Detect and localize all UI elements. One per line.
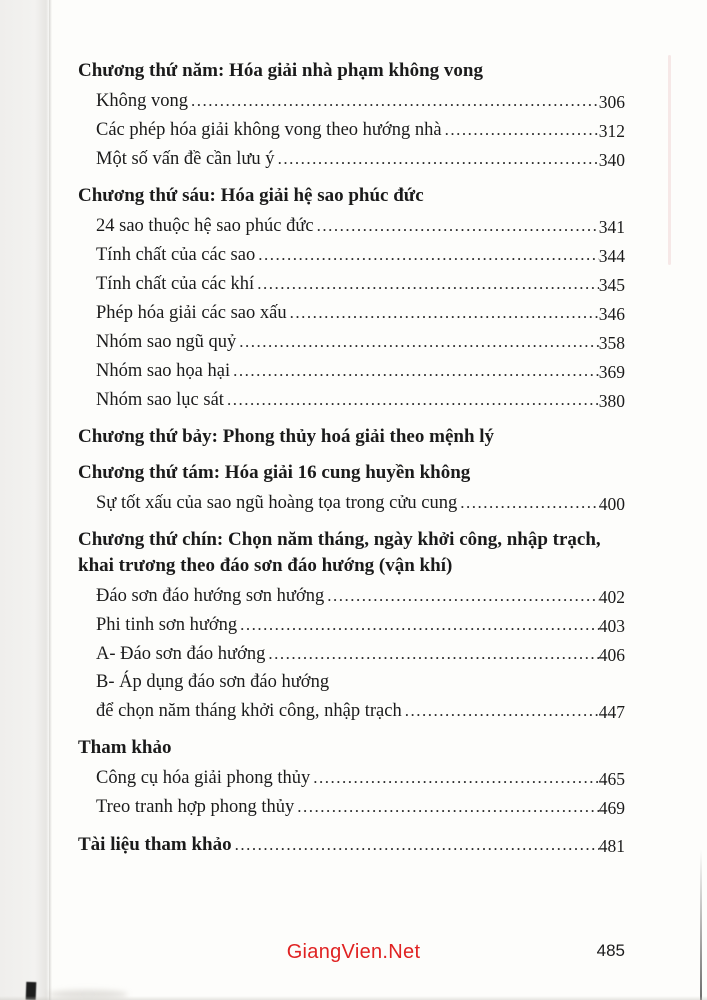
scan-left-seam	[49, 0, 52, 1000]
toc-line	[96, 668, 625, 696]
toc-line	[96, 327, 625, 356]
toc-entry	[78, 327, 625, 356]
toc-line	[96, 211, 625, 240]
page-ref: 400	[598, 494, 625, 514]
page-ref: 358	[598, 333, 625, 353]
page-ref: 380	[598, 391, 625, 411]
scan-pink-streak	[668, 55, 671, 265]
toc-text: Công cụ hóa giải phong thủy	[96, 768, 311, 788]
toc-line	[78, 735, 625, 761]
toc-entry	[78, 385, 625, 414]
toc-text: Tính chất của các sao	[96, 245, 256, 265]
toc-list	[78, 48, 625, 860]
dot-leader	[327, 582, 599, 610]
toc-line	[96, 696, 625, 725]
toc-text: Nhóm sao lục sát	[96, 390, 224, 410]
toc-entry	[78, 639, 625, 668]
dot-leader	[445, 116, 599, 144]
dot-leader	[257, 270, 599, 298]
toc-text: A- Đáo sơn đáo hướng	[96, 644, 266, 664]
toc-text: Tính chất của các khí	[96, 274, 255, 294]
toc-entry	[78, 298, 625, 327]
dot-leader	[313, 764, 598, 792]
dot-leader	[258, 241, 599, 269]
toc-line	[78, 460, 625, 486]
scan-right-edge-line	[700, 850, 702, 1000]
toc-line	[96, 269, 625, 298]
toc-text: Chương thứ chín: Chọn năm tháng, ngày khởi công, nhập trạch,	[78, 529, 601, 550]
dot-leader	[227, 386, 599, 414]
dot-leader	[290, 299, 599, 327]
toc-line	[78, 58, 625, 84]
toc-line	[96, 144, 625, 173]
page-ref: 469	[598, 798, 625, 818]
toc-line	[96, 610, 625, 639]
page-ref: 344	[598, 246, 625, 266]
toc-chapter	[78, 527, 625, 579]
toc-text: Phi tinh sơn hướng	[96, 615, 238, 635]
toc-text: Chương thứ tám: Hóa giải 16 cung huyền không	[78, 462, 471, 483]
dot-leader	[268, 640, 598, 668]
toc-text: Tài liệu tham khảo	[78, 834, 232, 855]
page-ref: 403	[598, 616, 625, 636]
dot-leader	[233, 357, 599, 385]
dot-leader	[235, 832, 599, 858]
toc-entry	[78, 581, 625, 610]
toc-line	[96, 792, 625, 821]
dot-leader	[239, 328, 598, 356]
toc-entry	[78, 211, 625, 240]
toc-line	[96, 298, 625, 327]
toc-line	[78, 183, 625, 209]
toc-entry	[78, 356, 625, 385]
toc-text: 24 sao thuộc hệ sao phúc đức	[96, 216, 314, 236]
toc-line	[96, 86, 625, 115]
dot-leader	[191, 87, 599, 115]
toc-line	[96, 488, 625, 517]
page-ref: 306	[598, 92, 625, 112]
toc-entry	[78, 610, 625, 639]
toc-text: B- Áp dụng đáo sơn đáo hướng	[96, 672, 330, 692]
toc-chapter	[78, 831, 625, 858]
page-ref: 340	[598, 150, 625, 170]
toc-text: Đáo sơn đáo hướng sơn hướng	[96, 586, 325, 606]
page-ref: 346	[598, 304, 625, 324]
toc-line	[78, 553, 625, 579]
toc-entry	[78, 240, 625, 269]
toc-line	[96, 240, 625, 269]
toc-chapter	[78, 460, 625, 486]
page-ref: 341	[598, 217, 625, 237]
toc-text: Các phép hóa giải không vong theo hướng nhà	[96, 120, 442, 140]
toc-text: Tham khảo	[78, 737, 172, 758]
toc-entry	[78, 668, 625, 725]
toc-entry	[78, 115, 625, 144]
toc-text: Nhóm sao họa hại	[96, 361, 231, 381]
toc-line	[96, 115, 625, 144]
toc-text: Nhóm sao ngũ quỷ	[96, 332, 237, 352]
dot-leader	[297, 793, 599, 821]
toc-chapter	[78, 58, 625, 84]
toc-line	[78, 527, 625, 553]
toc-text: Sự tốt xấu của sao ngũ hoàng tọa trong cửu cung	[96, 493, 458, 513]
toc-entry	[78, 763, 625, 792]
page-number: 485	[596, 941, 625, 960]
toc-entry	[78, 86, 625, 115]
toc-line	[96, 639, 625, 668]
page-ref: 447	[598, 702, 625, 722]
toc-chapter	[78, 183, 625, 209]
page-ref: 465	[598, 769, 625, 789]
page-ref: 345	[598, 275, 625, 295]
toc-text: Chương thứ sáu: Hóa giải hệ sao phúc đức	[78, 185, 424, 206]
page-ref: 481	[598, 836, 625, 856]
dot-leader	[317, 212, 599, 240]
page-ref: 402	[598, 587, 625, 607]
scan-bottom-shadow	[0, 996, 707, 1000]
page-ref: 369	[598, 362, 625, 382]
toc-line	[78, 831, 625, 858]
toc-text: Chương thứ năm: Hóa giải nhà phạm không vong	[78, 60, 483, 81]
toc-entry	[78, 269, 625, 298]
dot-leader	[240, 611, 599, 639]
toc-line	[96, 581, 625, 610]
toc-text: khai trương theo đáo sơn đáo hướng (vận khí)	[78, 555, 453, 576]
toc-entry	[78, 144, 625, 173]
dot-leader	[460, 489, 599, 517]
toc-entry	[78, 488, 625, 517]
toc-text: Treo tranh hợp phong thủy	[96, 797, 295, 817]
toc-chapter	[78, 424, 625, 450]
toc-line	[96, 385, 625, 414]
dot-leader	[278, 145, 599, 173]
toc-entry	[78, 792, 625, 821]
toc-text: Phép hóa giải các sao xấu	[96, 303, 287, 323]
footer-brand: GiangVien.Net	[286, 941, 421, 963]
toc-text: Chương thứ bảy: Phong thủy hoá giải theo mệnh lý	[78, 426, 495, 447]
toc-line	[96, 763, 625, 792]
toc-line	[96, 356, 625, 385]
page-ref: 312	[598, 121, 625, 141]
scan-left-edge	[0, 0, 50, 1000]
toc-text: Không vong	[96, 91, 188, 111]
toc-text: Một số vấn đề cần lưu ý	[96, 149, 275, 169]
dot-leader	[405, 697, 599, 725]
toc-line	[78, 424, 625, 450]
toc-text: để chọn năm tháng khởi công, nhập trạch	[96, 701, 402, 721]
page-ref: 406	[598, 645, 625, 665]
toc-chapter	[78, 735, 625, 761]
